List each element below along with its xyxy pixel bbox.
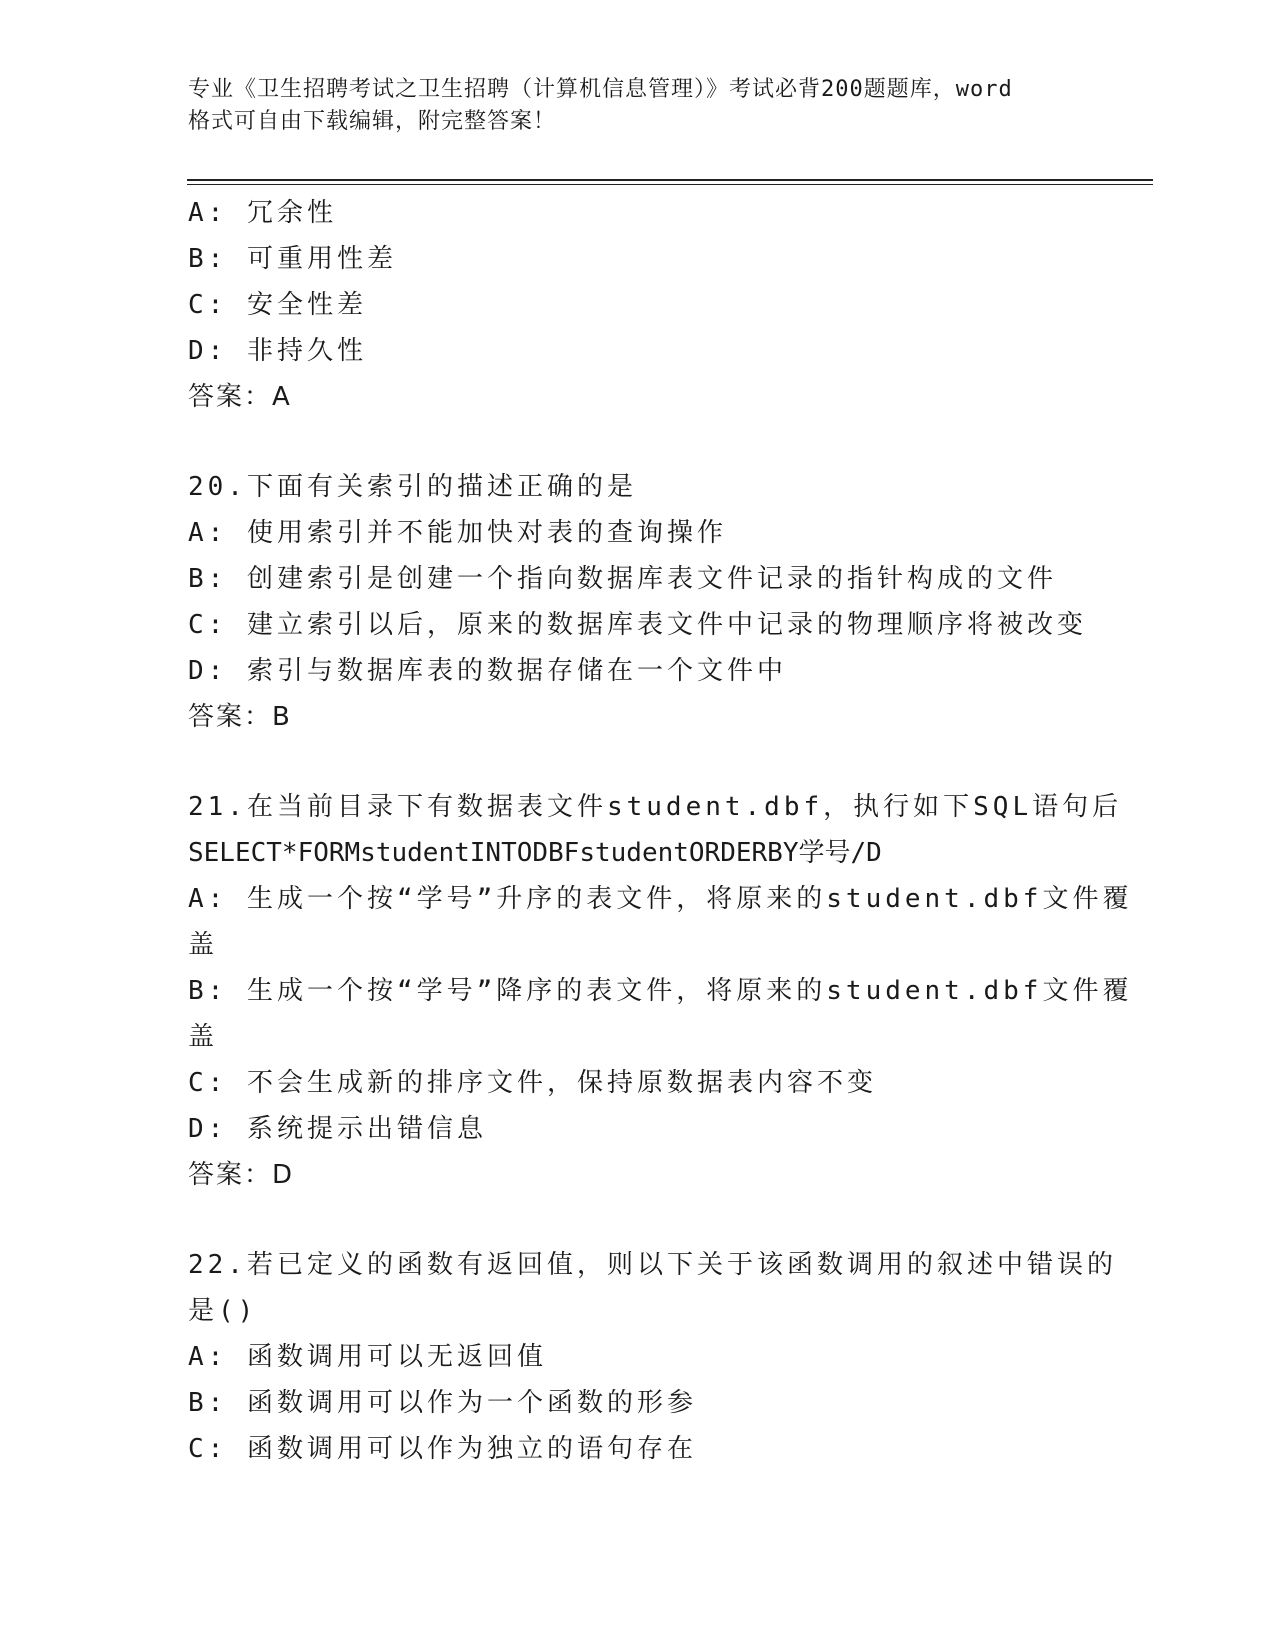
document-body	[188, 190, 1133, 1472]
option-a: A: 使用索引并不能加快对表的查询操作	[188, 518, 727, 548]
header-line-2: 格式可自由下载编辑，附完整答案！	[188, 109, 557, 134]
question-text-line-2: SELECT*FORMstudentINTODBFstudentORDERBY学号/D	[188, 838, 882, 868]
question-text: 20.下面有关索引的描述正确的是	[188, 472, 637, 502]
question-21	[188, 784, 1133, 1198]
option-a-line-2: 盖	[188, 930, 219, 960]
spacer	[188, 1198, 1088, 1242]
answer-line: 答案：A	[188, 382, 292, 412]
option-c: C: 安全性差	[188, 290, 367, 320]
option-c: C: 不会生成新的排序文件，保持原数据表内容不变	[188, 1068, 877, 1098]
answer-line: 答案：B	[188, 702, 292, 732]
spacer	[188, 420, 1088, 464]
question-22	[188, 1242, 1117, 1472]
question-text-line-1: 22.若已定义的函数有返回值，则以下关于该函数调用的叙述中错误的	[188, 1250, 1117, 1280]
option-b: B: 函数调用可以作为一个函数的形参	[188, 1388, 697, 1418]
document-header	[188, 74, 1088, 138]
header-divider-thick	[187, 179, 1153, 181]
question-19	[188, 190, 1088, 420]
question-text-line-1: 21.在当前目录下有数据表文件student.dbf，执行如下SQL语句后	[188, 792, 1123, 822]
header-divider-thin	[187, 184, 1153, 185]
option-d: D: 索引与数据库表的数据存储在一个文件中	[188, 656, 787, 686]
answer-line: 答案：D	[188, 1160, 295, 1190]
option-a: A: 冗余性	[188, 198, 337, 228]
option-b-line-2: 盖	[188, 1022, 219, 1052]
option-d: D: 非持久性	[188, 336, 367, 366]
header-line-1: 专业《卫生招聘考试之卫生招聘（计算机信息管理）》考试必背200题题库，word	[188, 77, 1013, 102]
option-b: B: 创建索引是创建一个指向数据库表文件记录的指针构成的文件	[188, 564, 1057, 594]
option-d: D: 系统提示出错信息	[188, 1114, 487, 1144]
question-20	[188, 464, 1088, 740]
option-c: C: 建立索引以后，原来的数据库表文件中记录的物理顺序将被改变	[188, 610, 1087, 640]
spacer	[188, 740, 1088, 784]
option-b: B: 可重用性差	[188, 244, 397, 274]
option-c: C: 函数调用可以作为独立的语句存在	[188, 1434, 697, 1464]
question-text-line-2: 是()	[188, 1296, 258, 1326]
option-b-line-1: B: 生成一个按“学号”降序的表文件，将原来的student.dbf文件覆	[188, 976, 1133, 1006]
option-a: A: 函数调用可以无返回值	[188, 1342, 547, 1372]
option-a-line-1: A: 生成一个按“学号”升序的表文件，将原来的student.dbf文件覆	[188, 884, 1133, 914]
